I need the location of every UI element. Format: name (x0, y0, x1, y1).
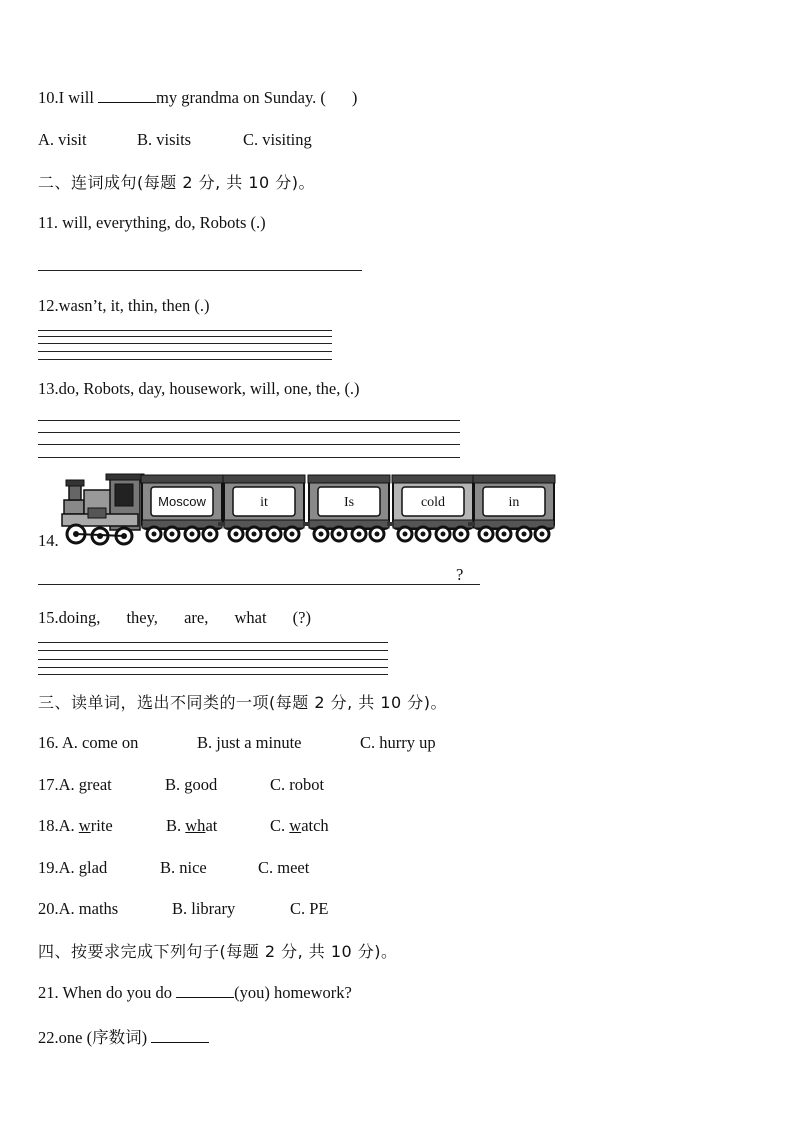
q17-option-b[interactable]: B. good (165, 775, 218, 794)
q13-line (38, 457, 460, 458)
q18-b-label: B. (166, 816, 186, 835)
train-car-word: Moscow (158, 494, 206, 509)
q20-option-c[interactable]: C. PE (290, 899, 329, 918)
train-car-word: it (260, 495, 268, 510)
q15-line (38, 650, 388, 651)
coupler (303, 522, 309, 526)
question-10 (38, 88, 357, 108)
q12-line (38, 330, 332, 331)
train-car-word: in (508, 495, 520, 510)
train-car-word: cold (420, 495, 446, 510)
q10-text-after: my grandma on Sunday. ( (156, 88, 326, 107)
train-car-word: Is (343, 495, 355, 510)
q18-option-b[interactable] (166, 816, 217, 836)
q15-line (38, 642, 388, 643)
q16-option-b[interactable]: B. just a minute (197, 733, 302, 752)
q21-answer-blank[interactable] (176, 983, 234, 998)
q16-option-a[interactable]: 16. A. come on (38, 733, 139, 752)
q18-c-label: C. (270, 816, 290, 835)
question-22 (38, 1024, 209, 1048)
locomotive-icon (62, 474, 144, 544)
q18-option-a[interactable] (38, 816, 113, 836)
q19-option-a[interactable]: 19.A. glad (38, 858, 108, 877)
q16-option-c[interactable]: C. hurry up (360, 733, 436, 752)
q10-option-c[interactable]: C. visiting (243, 130, 312, 149)
q12-line (38, 336, 332, 337)
train-car (223, 475, 305, 541)
train-car (308, 475, 390, 541)
train-picture (60, 472, 560, 550)
q10-text-before: I will (58, 88, 99, 107)
q18-b-rest: at (205, 816, 218, 835)
q15-number: 15. (38, 608, 59, 627)
q15-word: they, (126, 608, 158, 627)
q10-option-b[interactable]: B. visits (137, 130, 192, 149)
q10-answer-blank[interactable] (98, 88, 156, 103)
q15-line (38, 674, 388, 675)
q11-answer-line[interactable] (38, 270, 362, 271)
coupler (468, 522, 474, 526)
q13-line (38, 420, 460, 421)
question-15 (38, 608, 311, 628)
question-13: 13.do, Robots, day, housework, will, one, the, (.) (38, 379, 360, 398)
q21-text-before: 21. When do you do (38, 983, 177, 1002)
q18-label: 18.A. (38, 816, 79, 835)
q21-text-after: (you) homework? (234, 983, 352, 1002)
q13-line (38, 444, 460, 445)
q14-question-mark: ? (456, 565, 464, 584)
q14-number: 14. (38, 531, 59, 550)
q17-option-c[interactable]: C. robot (270, 775, 325, 794)
q15-word: doing, (58, 608, 101, 627)
q19-option-c[interactable]: C. meet (258, 858, 310, 877)
q19-option-b[interactable]: B. nice (160, 858, 207, 877)
q18-a-underlined: w (78, 816, 91, 835)
train-car (141, 475, 223, 541)
q12-line (38, 343, 332, 344)
q18-option-c[interactable] (270, 816, 329, 836)
q22-answer-blank[interactable] (151, 1028, 209, 1043)
q15-line (38, 659, 388, 660)
q15-word: what (234, 608, 267, 627)
q18-c-rest: atch (301, 816, 329, 835)
q13-line (38, 432, 460, 433)
q12-line (38, 351, 332, 352)
section-4-heading: 四、按要求完成下列句子(每题 2 分, 共 10 分)。 (38, 942, 398, 961)
question-21 (38, 983, 352, 1003)
q22-text-before: 22.one (序数词) (38, 1028, 152, 1047)
q18-a-rest: rite (90, 816, 113, 835)
q17-option-a[interactable]: 17.A. great (38, 775, 112, 794)
train-cars (141, 475, 555, 541)
q10-number: 10. (38, 88, 59, 107)
section-3-heading: 三、读单词，选出不同类的一项(每题 2 分, 共 10 分)。 (38, 693, 448, 712)
q20-option-a[interactable]: 20.A. maths (38, 899, 119, 918)
question-12: 12.wasn’t, it, thin, then (.) (38, 296, 210, 315)
q18-b-underlined: wh (185, 816, 206, 835)
train-car (473, 475, 555, 541)
coupler (218, 522, 224, 526)
q15-word: (?) (292, 608, 311, 627)
q10-option-a[interactable]: A. visit (38, 130, 87, 149)
q14-answer-line[interactable] (38, 584, 480, 585)
q15-line (38, 667, 388, 668)
question-11: 11. will, everything, do, Robots (.) (38, 213, 266, 232)
q18-c-underlined: w (289, 816, 302, 835)
q10-close-paren: ) (351, 88, 358, 107)
q15-word: are, (184, 608, 209, 627)
train-car (392, 475, 474, 541)
coupler (387, 522, 393, 526)
section-2-heading: 二、连词成句(每题 2 分, 共 10 分)。 (38, 173, 316, 192)
q12-line (38, 359, 332, 360)
q20-option-b[interactable]: B. library (172, 899, 236, 918)
